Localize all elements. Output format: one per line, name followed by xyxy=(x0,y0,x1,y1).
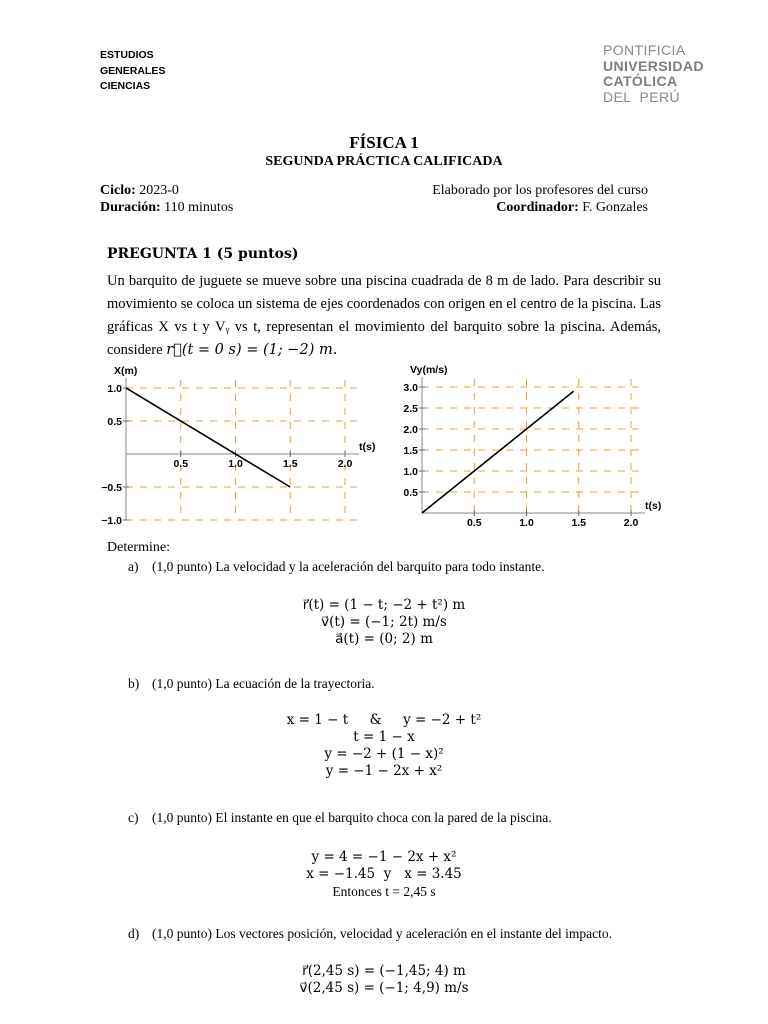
y-tick-label: 0.5 xyxy=(107,416,122,428)
page-title: FÍSICA 1 xyxy=(349,133,419,152)
item-text: (1,0 punto) El instante en que el barquito choca con la pared de la piscina. xyxy=(152,810,552,825)
y-tick-label: 2.0 xyxy=(403,424,418,436)
equation: r⃗(2,45 s) = (−1,45; 4) m xyxy=(302,963,466,979)
y-axis-label: Vy(m/s) xyxy=(410,364,448,376)
page-subtitle: SEGUNDA PRÁCTICA CALIFICADA xyxy=(265,154,503,169)
item-label: c) xyxy=(128,810,139,825)
y-tick-label: −0.5 xyxy=(101,482,122,494)
item-d xyxy=(128,926,612,942)
y-axis-label: X(m) xyxy=(114,365,138,377)
initial-condition: r⃗(t = 0 s) = (1; −2) m. xyxy=(166,342,338,358)
item-text: (1,0 punto) Los vectores posición, velocidad y aceleración en el instante del impacto. xyxy=(152,926,612,941)
item-label: d) xyxy=(128,926,140,941)
equation: v⃗(t) = (−1; 2t) m/s xyxy=(321,614,447,630)
equation: Entonces t = 2,45 s xyxy=(332,884,436,899)
university-line: CATÓLICA xyxy=(603,73,678,89)
item-label: b) xyxy=(128,676,140,691)
item-a xyxy=(128,559,544,575)
equations-c xyxy=(0,849,768,900)
faculty-line: GENERALES xyxy=(100,64,166,77)
university-line: PONTIFICIA xyxy=(603,42,686,58)
item-b xyxy=(128,676,375,692)
y-tick-label: 2.5 xyxy=(403,403,418,415)
coordinador-label: Coordinador: xyxy=(496,200,579,215)
equation: y = 4 = −1 − 2x + x² xyxy=(311,849,457,865)
x-tick-label: 2.0 xyxy=(623,517,639,529)
equation: x = 1 − t & y = −2 + t² xyxy=(286,712,482,728)
item-label: a) xyxy=(128,559,139,574)
meta-left xyxy=(100,182,233,216)
elaborado-text: Elaborado por los profesores del curso xyxy=(432,183,648,198)
equations-d xyxy=(0,963,768,997)
question-paragraph xyxy=(107,270,661,362)
x-tick-label: 1.5 xyxy=(571,517,587,529)
faculty-name xyxy=(100,48,165,95)
coordinador-value: F. Gonzales xyxy=(582,200,648,215)
y-tick-label: 3.0 xyxy=(403,382,418,394)
x-tick-label: 2.0 xyxy=(337,458,353,470)
item-text: (1,0 punto) La velocidad y la aceleración del barquito para todo instante. xyxy=(152,559,545,574)
question-text: Un barquito de juguete se mueve sobre una piscina cuadrada de 8 m de lado. Para describir su movimiento se coloca un sistema de ejes coordenados con origen en el centro de la piscina. Las gráficas X vs t y Vᵧ vs t, representan el movimiento del barquito sobre la piscina. Además, considere xyxy=(107,273,661,358)
series-line xyxy=(126,388,290,487)
equations-b xyxy=(0,712,768,780)
y-tick-label: 1.0 xyxy=(107,383,122,395)
chart-x-vs-t xyxy=(100,360,390,530)
x-tick-label: 1.5 xyxy=(282,458,298,470)
x-axis-label: t(s) xyxy=(645,500,662,512)
equation: v⃗(2,45 s) = (−1; 4,9) m/s xyxy=(299,980,469,996)
y-tick-label: 1.5 xyxy=(403,445,418,457)
equation: r⃗(t) = (1 − t; −2 + t²) m xyxy=(302,597,466,613)
x-axis-label: t(s) xyxy=(359,441,376,453)
x-tick-label: 1.0 xyxy=(519,517,534,529)
item-c xyxy=(128,810,552,826)
equation: y = −1 − 2x + x² xyxy=(325,763,443,779)
university-logo xyxy=(603,43,704,105)
faculty-line: ESTUDIOS xyxy=(100,49,154,61)
x-tick-label: 0.5 xyxy=(173,458,189,470)
ciclo-label: Ciclo: xyxy=(100,183,136,198)
equation: x = −1.45 y x = 3.45 xyxy=(306,866,462,882)
duracion-label: Duración: xyxy=(100,200,161,215)
determine-label: Determine: xyxy=(107,540,170,555)
equation: a⃗(t) = (0; 2) m xyxy=(335,631,433,647)
university-line: DEL PERÚ xyxy=(603,88,680,105)
question-heading: PREGUNTA 1 (5 puntos) xyxy=(107,246,299,262)
y-tick-label: 1.0 xyxy=(403,466,418,478)
faculty-line: CIENCIAS xyxy=(100,80,151,92)
x-tick-label: 1.0 xyxy=(228,458,243,470)
university-line: UNIVERSIDAD xyxy=(603,57,704,74)
duracion-value: 110 minutos xyxy=(164,200,234,215)
meta-right xyxy=(432,182,648,216)
x-tick-label: 0.5 xyxy=(466,517,482,529)
equation: t = 1 − x xyxy=(353,729,415,745)
chart-vy-vs-t xyxy=(370,360,670,530)
ciclo-value: 2023-0 xyxy=(139,183,179,198)
y-tick-label: −1.0 xyxy=(101,515,122,527)
equation: y = −2 + (1 − x)² xyxy=(324,746,444,762)
item-text: (1,0 punto) La ecuación de la trayectoria. xyxy=(152,676,375,691)
equations-a xyxy=(0,597,768,648)
y-tick-label: 0.5 xyxy=(403,487,418,499)
series-line xyxy=(422,391,574,513)
